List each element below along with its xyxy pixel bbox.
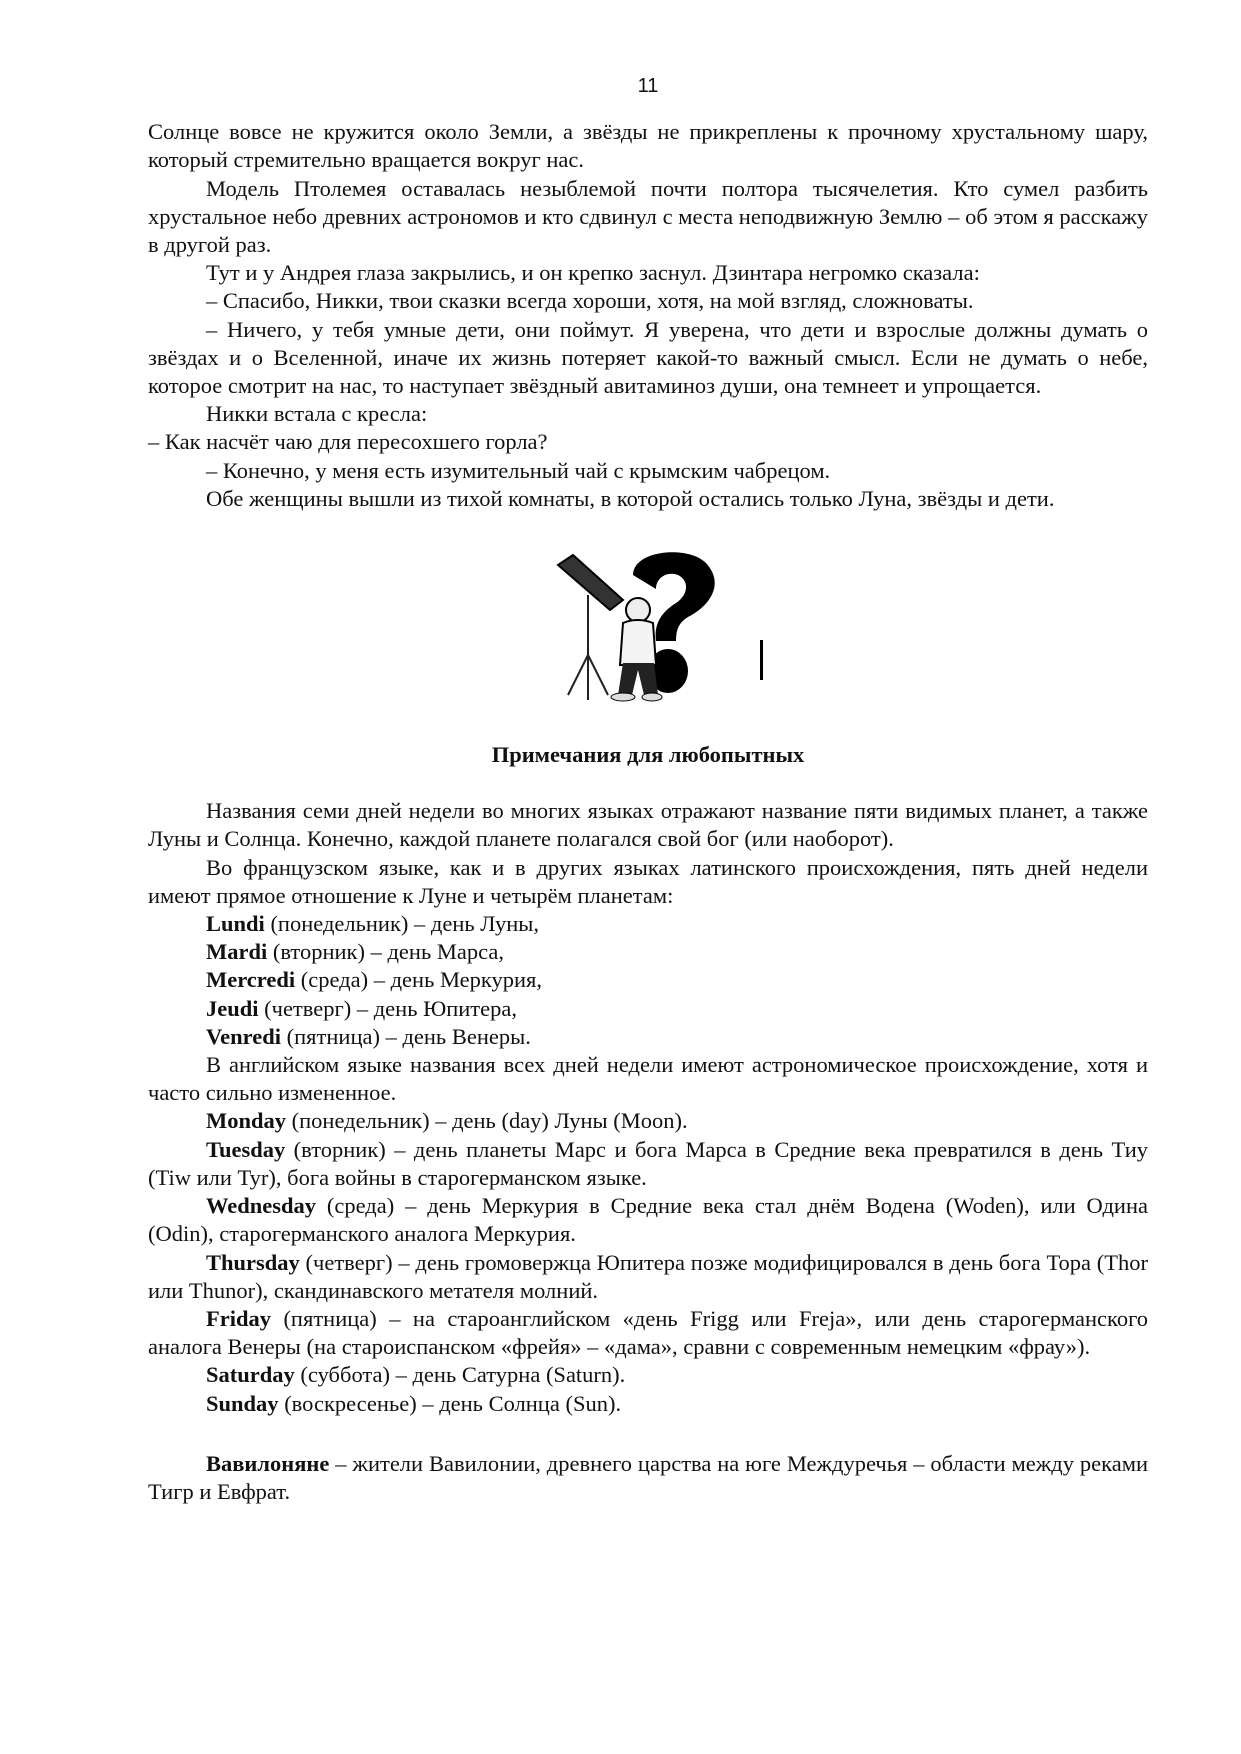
day-term: Mardi [206, 939, 268, 965]
note-term: Вавилоняне [206, 1450, 330, 1476]
day-term: Mercredi [206, 967, 296, 993]
english-day-item: Friday (пятница) – на староанглийском «день Frigg или Freja», или день старогерманского аналога Венеры (на староиспанском «фрейя» – «дама», сравни с современным немецким «фрау»). [148, 1305, 1148, 1360]
paragraph: – Конечно, у меня есть изумительный чай с крымским чабрецом. [206, 457, 831, 483]
english-day-item: Thursday (четверг) – день громовержца Юпитера позже модифицировался в день бога Тора (Thor или Thunor), скандинавского метателя молний. [148, 1249, 1148, 1303]
astronomer-with-question-mark-icon [528, 545, 768, 705]
day-term: Lundi [206, 911, 265, 937]
paragraph: Солнце вовсе не кружится около Земли, а звёзды не прикреплены к прочному хрустальному шару, который стремительно вращается вокруг нас. [148, 119, 1148, 173]
document-page [148, 72, 1148, 1506]
english-day-item: Tuesday (вторник) – день планеты Марс и бога Марса в Средние века превратился в день Тиу (Tiw или Tyr), бога войны в старогерманском языке. [148, 1136, 1148, 1190]
day-term: Wednesday [206, 1193, 317, 1219]
page-number: 11 [637, 75, 659, 97]
day-term: Jeudi [206, 995, 259, 1021]
day-term: Tuesday [206, 1136, 286, 1162]
french-day-item: Lundi (понедельник) – день Луны, [206, 911, 539, 937]
day-term: Monday [206, 1108, 287, 1134]
spacer [148, 1418, 1148, 1450]
english-day-item: Sunday (воскресенье) – день Солнца (Sun). [206, 1390, 622, 1416]
day-term: Thursday [206, 1249, 300, 1275]
paragraph: – Как насчёт чаю для пересохшего горла? [148, 429, 548, 455]
paragraph: – Спасибо, Никки, твои сказки всегда хороши, хотя, на мой взгляд, сложноваты. [206, 288, 974, 314]
day-term: Saturday [206, 1362, 295, 1388]
french-day-item: Mardi (вторник) – день Марса, [206, 939, 504, 965]
astronomer-illustration [148, 545, 1148, 705]
day-term: Friday [206, 1305, 271, 1331]
english-day-item: Saturday (суббота) – день Сатурна (Saturn). [206, 1362, 626, 1388]
paragraph: Никки встала с кресла: [206, 401, 428, 427]
french-day-item: Venredi (пятница) – день Венеры. [206, 1023, 531, 1049]
day-term: Sunday [206, 1390, 279, 1416]
paragraph: Во французском языке, как и в других языках латинского происхождения, пять дней недели имеют прямое отношение к Луне и четырём планетам: [148, 854, 1148, 908]
french-day-item: Mercredi (среда) – день Меркурия, [206, 967, 543, 993]
paragraph: – Ничего, у тебя умные дети, они поймут. Я уверена, что дети и взрослые должны думать о звёздах и о Вселенной, иначе их жизнь потеряет какой-то важный смысл. Если не думать о небе, которое смотрит на нас, то наступает звёздный авитаминоз души, она темнеет и упрощается. [148, 316, 1148, 399]
paragraph: Тут и у Андрея глаза закрылись, и он крепко заснул. Дзинтара негромко сказала: [206, 260, 980, 286]
babylon-note: Вавилоняне – жители Вавилонии, древнего царства на юге Междуречья – области между реками Тигр и Евфрат. [148, 1450, 1148, 1504]
paragraph: Обе женщины вышли из тихой комнаты, в которой остались только Луна, звёзды и дети. [206, 485, 1055, 511]
notes-title: Примечания для любопытных [491, 742, 805, 768]
english-day-item: Wednesday (среда) – день Меркурия в Средние века стал днём Водена (Woden), или Одина (Odin), старогерманского аналога Меркурия. [148, 1193, 1148, 1247]
french-day-item: Jeudi (четверг) – день Юпитера, [206, 995, 517, 1021]
day-term: Venredi [206, 1023, 282, 1049]
english-day-item: Monday (понедельник) – день (day) Луны (Moon). [206, 1108, 688, 1134]
paragraph: Модель Птолемея оставалась незыблемой почти полтора тысячелетия. Кто сумел разбить хрустальное небо древних астрономов и кто сдвинул с места неподвижную Землю – об этом я расскажу в другой раз. [148, 175, 1148, 258]
paragraph: В английском языке названия всех дней недели имеют астрономическое происхождение, хотя и часто сильно измененное. [148, 1052, 1148, 1106]
story-text [148, 118, 1148, 513]
paragraph: Названия семи дней недели во многих языках отражают название пяти видимых планет, а также Луны и Солнца. Конечно, каждой планете полагался свой бог (или наоборот). [148, 798, 1148, 852]
notes-section [148, 797, 1148, 1506]
